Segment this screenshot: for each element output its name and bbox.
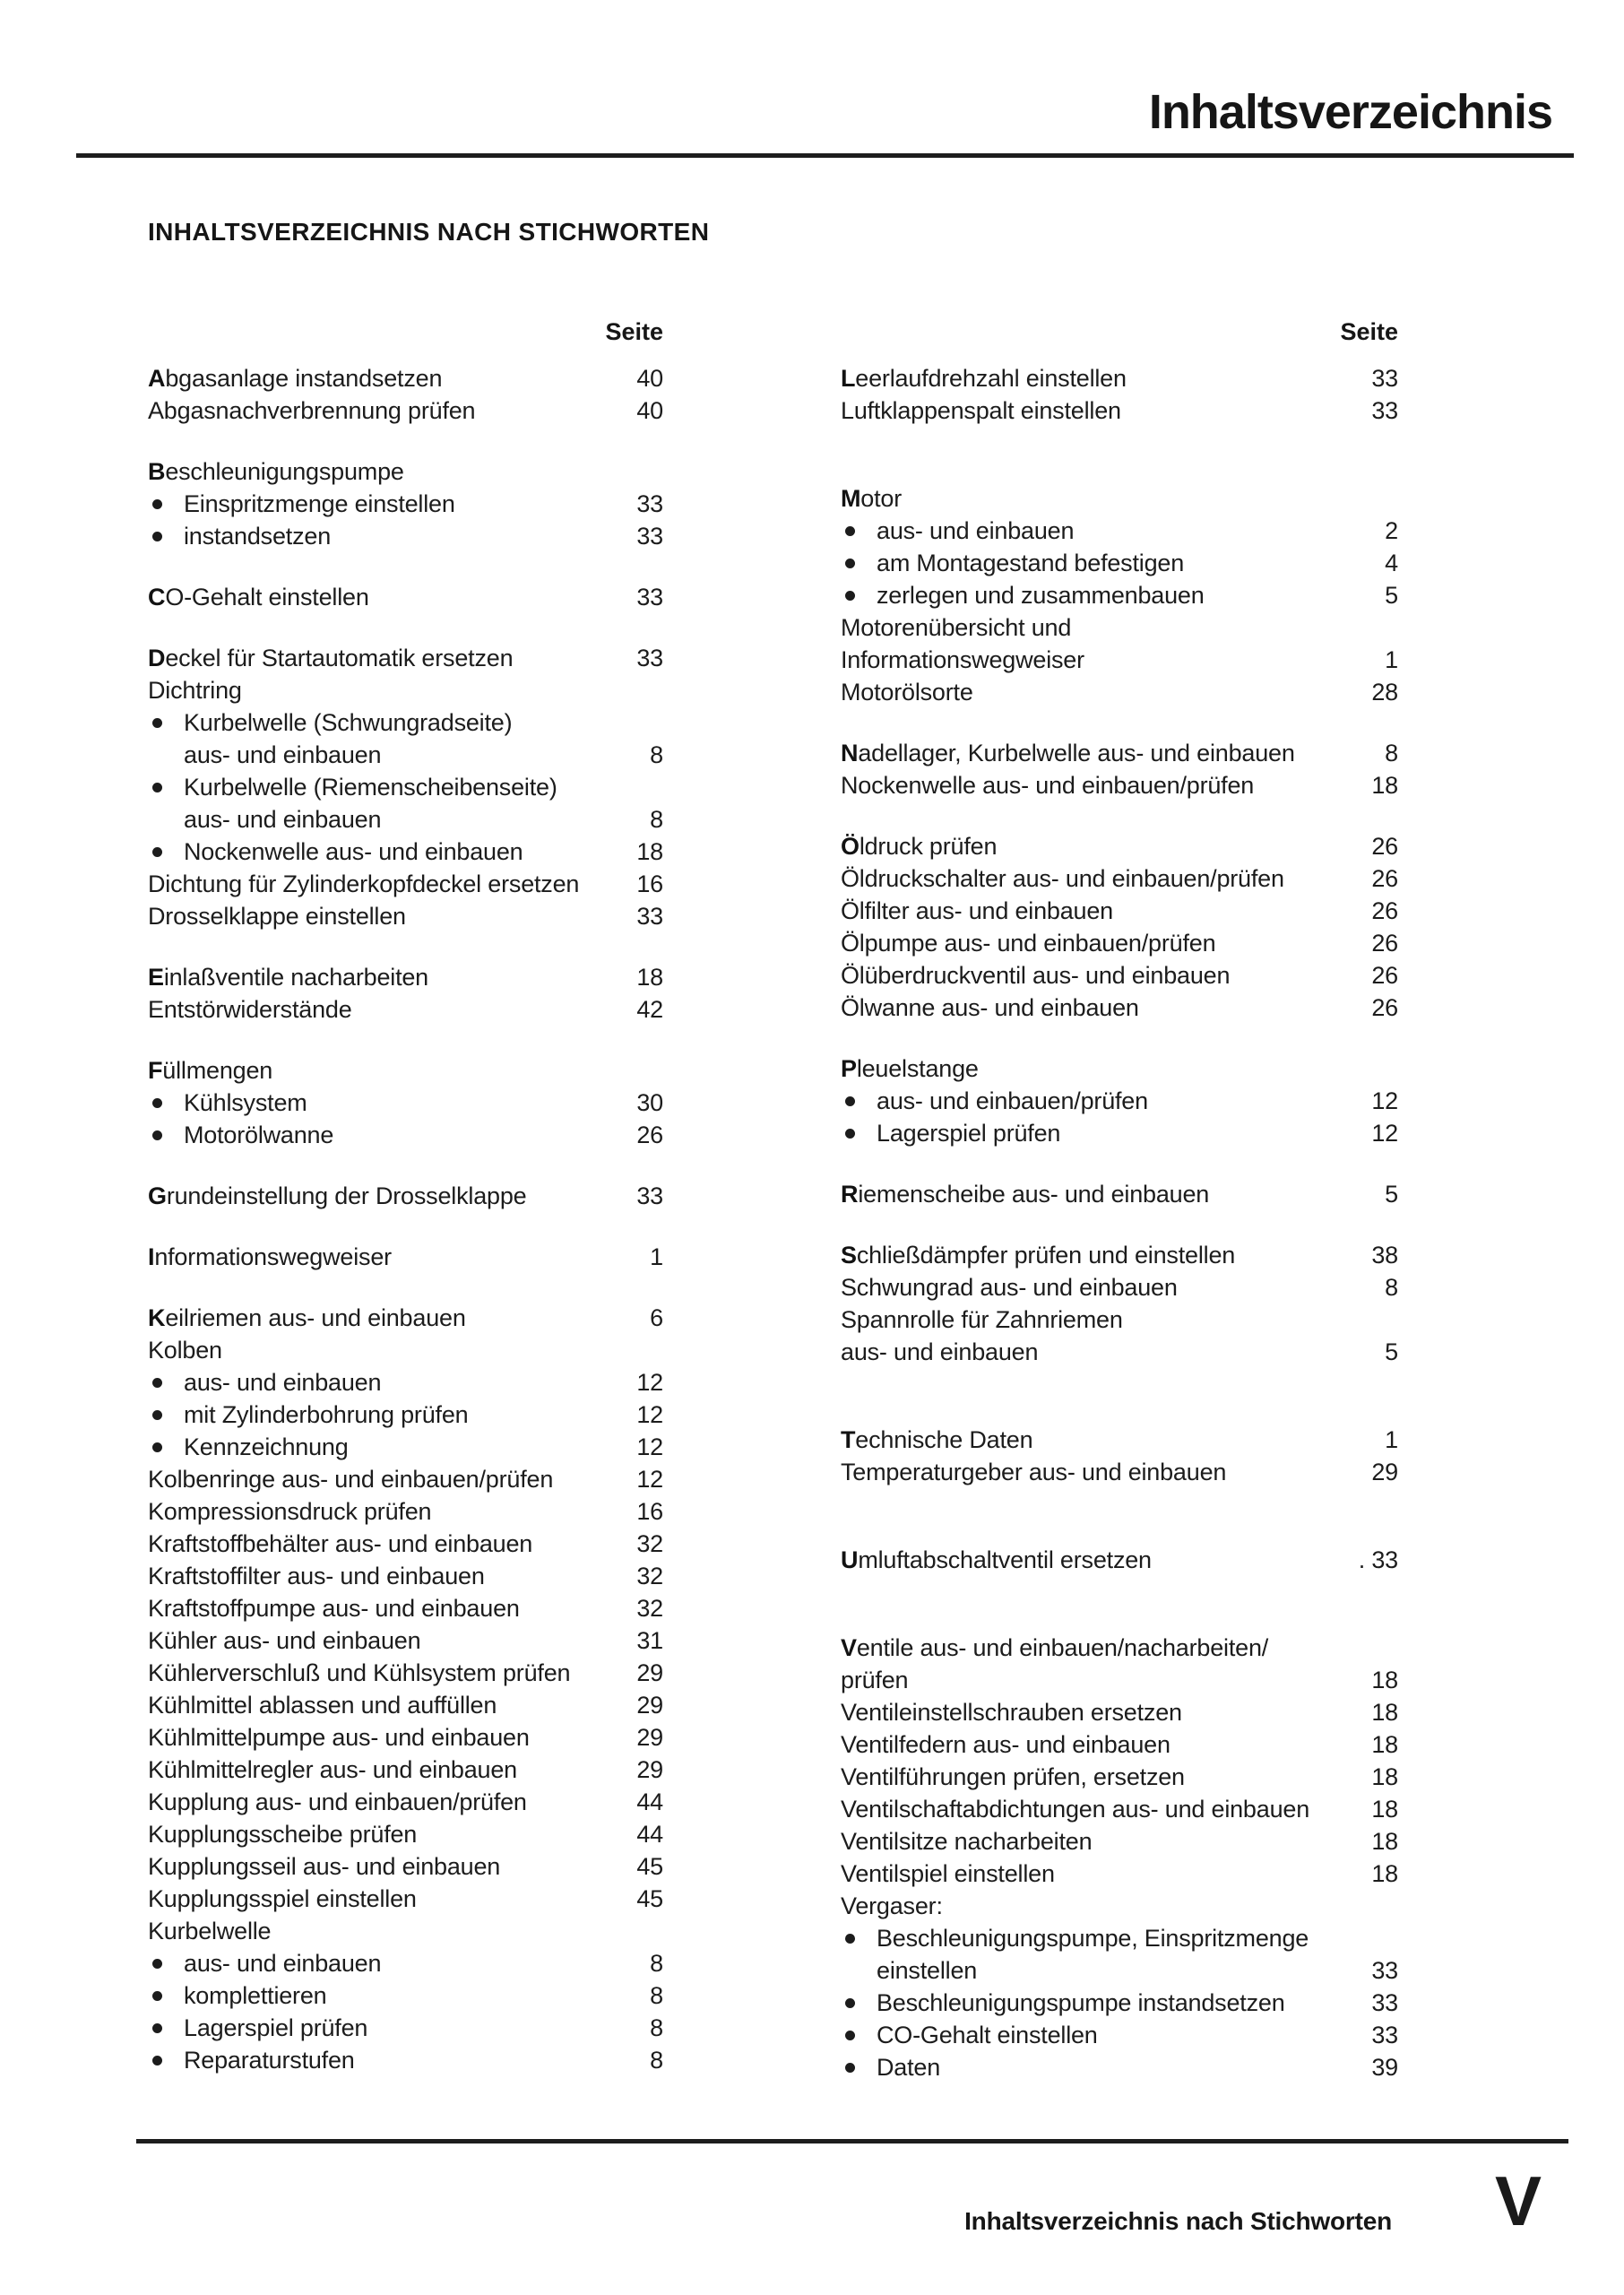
toc-row bbox=[841, 1544, 1398, 1576]
toc-row bbox=[841, 515, 1398, 547]
toc-entry-label: Nockenwelle aus- und einbauen bbox=[148, 836, 600, 868]
toc-row bbox=[148, 1054, 663, 1087]
toc-entry-label: Entstörwiderstände bbox=[148, 996, 352, 1023]
toc-row bbox=[148, 706, 663, 739]
toc-row bbox=[841, 2051, 1398, 2083]
toc-entry-label: Kupplungsseil aus- und einbauen bbox=[148, 1853, 501, 1880]
toc-page-number: 12 bbox=[636, 1466, 663, 1493]
toc-row bbox=[148, 1334, 663, 1366]
toc-entry-label: komplettieren bbox=[148, 1979, 600, 2012]
toc-row bbox=[148, 1087, 663, 1119]
toc-row bbox=[148, 2012, 663, 2044]
toc-row bbox=[841, 927, 1398, 959]
toc-page-number: 8 bbox=[650, 806, 663, 833]
toc-entry-label: Lagerspiel prüfen bbox=[841, 1117, 1335, 1149]
toc-entry-label: Einlaßventile nacharbeiten bbox=[148, 964, 429, 991]
toc-row bbox=[841, 1922, 1398, 1954]
toc-entry-label: Leerlaufdrehzahl einstellen bbox=[841, 365, 1127, 392]
toc-page-number: 45 bbox=[636, 1885, 663, 1912]
toc-page-number: 33 bbox=[636, 1182, 663, 1209]
toc-page-number: 33 bbox=[636, 645, 663, 671]
toc-entry-label: Kupplungsscheibe prüfen bbox=[148, 1821, 418, 1848]
toc-entry-label: Drosselklappe einstellen bbox=[148, 903, 406, 930]
toc-row bbox=[841, 1987, 1398, 2019]
toc-row bbox=[148, 1947, 663, 1979]
toc-row bbox=[841, 394, 1398, 427]
toc-entry-label: Ventilführungen prüfen, ersetzen bbox=[841, 1763, 1185, 1790]
toc-entry-label: instandsetzen bbox=[148, 520, 600, 552]
toc-entry-label: am Montagestand befestigen bbox=[841, 547, 1335, 579]
toc-page-number: 33 bbox=[1371, 2022, 1398, 2048]
toc-row bbox=[148, 1366, 663, 1399]
toc-page-number: 8 bbox=[1385, 740, 1398, 766]
toc-row bbox=[148, 1592, 663, 1624]
toc-row bbox=[148, 993, 663, 1026]
toc-row bbox=[841, 1117, 1398, 1149]
toc-row bbox=[148, 1495, 663, 1528]
toc-entry-label: Spannrolle für Zahnriemen bbox=[841, 1306, 1123, 1333]
toc-page-number: 33 bbox=[636, 584, 663, 611]
page-tab-letter: V bbox=[1495, 2161, 1542, 2240]
toc-row bbox=[841, 547, 1398, 579]
toc-entry-label: Ölfilter aus- und einbauen bbox=[841, 897, 1113, 924]
toc-row bbox=[841, 1728, 1398, 1761]
toc-page-number: 33 bbox=[1371, 1989, 1398, 2016]
toc-entry-label: Kühlmittel ablassen und auffüllen bbox=[148, 1692, 497, 1719]
toc-row bbox=[148, 488, 663, 520]
toc-row bbox=[148, 642, 663, 674]
toc-items-left bbox=[148, 362, 663, 2076]
toc-entry-label: Grundeinstellung der Drosselklappe bbox=[148, 1182, 527, 1209]
toc-entry-label: Kupplungsspiel einstellen bbox=[148, 1885, 417, 1912]
toc-page-number: 12 bbox=[636, 1433, 663, 1460]
toc-entry-label: Motorölwanne bbox=[148, 1119, 600, 1151]
toc-entry-label: aus- und einbauen bbox=[148, 1366, 600, 1399]
toc-entry-label: Vergaser: bbox=[841, 1892, 943, 1919]
toc-entry-label: Ventileinstellschrauben ersetzen bbox=[841, 1699, 1182, 1726]
toc-entry-label: Pleuelstange bbox=[841, 1055, 979, 1082]
toc-column-left bbox=[148, 316, 663, 2076]
toc-entry-label: Beschleunigungspumpe bbox=[148, 458, 404, 485]
toc-page-number: 18 bbox=[1371, 1796, 1398, 1823]
toc-page-number: 18 bbox=[1371, 1828, 1398, 1855]
toc-entry-label: CO-Gehalt einstellen bbox=[148, 584, 369, 611]
toc-row bbox=[148, 1624, 663, 1657]
toc-row bbox=[148, 868, 663, 900]
toc-row bbox=[148, 1979, 663, 2012]
toc-page-number: 12 bbox=[636, 1369, 663, 1396]
toc-page-number: 38 bbox=[1371, 1242, 1398, 1269]
toc-row bbox=[841, 862, 1398, 895]
toc-row bbox=[148, 394, 663, 427]
toc-row bbox=[841, 830, 1398, 862]
toc-page-number: 33 bbox=[636, 523, 663, 550]
toc-entry-label: Öldruckschalter aus- und einbauen/prüfen bbox=[841, 865, 1284, 892]
toc-entry-label: Schließdämpfer prüfen und einstellen bbox=[841, 1242, 1236, 1269]
toc-entry-label: mit Zylinderbohrung prüfen bbox=[148, 1399, 600, 1431]
toc-entry-label: Riemenscheibe aus- und einbauen bbox=[841, 1181, 1210, 1208]
toc-row bbox=[148, 1850, 663, 1883]
toc-page-number: 18 bbox=[636, 964, 663, 991]
toc-page-number: 45 bbox=[636, 1853, 663, 1880]
toc-entry-label: Ventilfedern aus- und einbauen bbox=[841, 1731, 1170, 1758]
toc-entry-label: Daten bbox=[841, 2051, 1335, 2083]
toc-row bbox=[148, 836, 663, 868]
toc-page-number: 29 bbox=[636, 1692, 663, 1719]
toc-entry-label: Ventile aus- und einbauen/nacharbeiten/ bbox=[841, 1634, 1269, 1661]
toc-row bbox=[841, 895, 1398, 927]
toc-row bbox=[148, 1657, 663, 1689]
toc-page-number: 26 bbox=[1371, 833, 1398, 860]
toc-row bbox=[148, 1302, 663, 1334]
toc-entry-label: Informationswegweiser bbox=[841, 646, 1084, 673]
toc-entry-label: Öldruck prüfen bbox=[841, 833, 998, 860]
toc-entry-label: Kühlmittelpumpe aus- und einbauen bbox=[148, 1724, 530, 1751]
toc-page-number: 32 bbox=[636, 1595, 663, 1622]
toc-entry-label: Umluftabschaltventil ersetzen bbox=[841, 1546, 1152, 1573]
toc-entry-label: Kurbelwelle bbox=[148, 1918, 272, 1944]
toc-page-number: 18 bbox=[1371, 772, 1398, 799]
toc-entry-label: Dichtring bbox=[148, 677, 242, 704]
toc-row bbox=[148, 900, 663, 932]
toc-page-number: 29 bbox=[636, 1724, 663, 1751]
toc-entry-label: einstellen bbox=[877, 1957, 978, 1984]
toc-row bbox=[841, 1632, 1398, 1664]
toc-entry-label: Kennzeichnung bbox=[148, 1431, 600, 1463]
toc-page-number: 40 bbox=[636, 365, 663, 392]
toc-row bbox=[841, 1052, 1398, 1085]
toc-row bbox=[148, 1754, 663, 1786]
toc-row bbox=[841, 1239, 1398, 1271]
toc-row bbox=[841, 1664, 1398, 1696]
toc-page-number: 16 bbox=[636, 870, 663, 897]
toc-page-number: 33 bbox=[1371, 1957, 1398, 1984]
toc-entry-label: Ventilspiel einstellen bbox=[841, 1860, 1055, 1887]
toc-entry-label: Temperaturgeber aus- und einbauen bbox=[841, 1459, 1227, 1485]
toc-page-number: 33 bbox=[1371, 397, 1398, 424]
toc-entry-label: Nadellager, Kurbelwelle aus- und einbauen bbox=[841, 740, 1295, 766]
toc-page-number: 26 bbox=[1371, 994, 1398, 1021]
toc-row bbox=[148, 674, 663, 706]
toc-row bbox=[148, 1463, 663, 1495]
toc-row bbox=[148, 1721, 663, 1754]
toc-page-number: 29 bbox=[636, 1756, 663, 1783]
toc-entry-label: Kolbenringe aus- und einbauen/prüfen bbox=[148, 1466, 554, 1493]
toc-page-number: 26 bbox=[1371, 930, 1398, 957]
toc-entry-label: aus- und einbauen bbox=[841, 515, 1335, 547]
toc-entry-label: Ventilschaftabdichtungen aus- und einbauen bbox=[841, 1796, 1310, 1823]
toc-entry-label: Kühlmittelregler aus- und einbauen bbox=[148, 1756, 517, 1783]
toc-row bbox=[148, 803, 663, 836]
toc-entry-label: Kühler aus- und einbauen bbox=[148, 1627, 421, 1654]
toc-entry-label: Nockenwelle aus- und einbauen/prüfen bbox=[841, 772, 1255, 799]
toc-row bbox=[841, 644, 1398, 676]
toc-entry-label: Ölwanne aus- und einbauen bbox=[841, 994, 1139, 1021]
toc-row bbox=[841, 1890, 1398, 1922]
toc-row bbox=[148, 961, 663, 993]
toc-row bbox=[841, 1696, 1398, 1728]
toc-row bbox=[148, 1241, 663, 1273]
toc-entry-label: Abgasnachverbrennung prüfen bbox=[148, 397, 476, 424]
toc-page-number: 18 bbox=[1371, 1667, 1398, 1693]
toc-page-number: 8 bbox=[650, 2014, 663, 2041]
toc-row bbox=[841, 611, 1398, 644]
toc-page-number: 44 bbox=[636, 1788, 663, 1815]
toc-page-number: 32 bbox=[636, 1563, 663, 1589]
toc-entry-label: Reparaturstufen bbox=[148, 2044, 600, 2076]
toc-page-number: 8 bbox=[650, 1982, 663, 2009]
toc-page-number: 33 bbox=[636, 490, 663, 517]
toc-page-number: 28 bbox=[1371, 679, 1398, 706]
toc-page-number: 12 bbox=[1371, 1087, 1398, 1114]
toc-entry-label: Informationswegweiser bbox=[148, 1243, 392, 1270]
toc-page-number: 44 bbox=[636, 1821, 663, 1848]
toc-entry-label: aus- und einbauen bbox=[184, 741, 382, 768]
toc-row bbox=[841, 1303, 1398, 1336]
toc-entry-label: CO-Gehalt einstellen bbox=[841, 2019, 1335, 2051]
toc-page-number: 8 bbox=[650, 1950, 663, 1977]
toc-page-number: 26 bbox=[1371, 962, 1398, 989]
toc-row bbox=[841, 1271, 1398, 1303]
toc-page-number: 5 bbox=[1385, 1181, 1398, 1208]
toc-entry-label: Schwungrad aus- und einbauen bbox=[841, 1274, 1178, 1301]
toc-row bbox=[148, 581, 663, 613]
toc-page-number: 6 bbox=[650, 1304, 663, 1331]
toc-row bbox=[841, 1456, 1398, 1488]
toc-row bbox=[841, 1954, 1398, 1987]
toc-entry-label: Ölüberdruckventil aus- und einbauen bbox=[841, 962, 1231, 989]
bottom-rule bbox=[136, 2139, 1568, 2143]
toc-entry-label: Kraftstoffilter aus- und einbauen bbox=[148, 1563, 485, 1589]
toc-page-number: 2 bbox=[1385, 517, 1398, 544]
top-rule bbox=[76, 153, 1574, 158]
toc-column-right bbox=[841, 316, 1398, 2083]
toc-entry-label: Kompressionsdruck prüfen bbox=[148, 1498, 432, 1525]
toc-row bbox=[841, 362, 1398, 394]
toc-entry-label: Kühlsystem bbox=[148, 1087, 600, 1119]
toc-row bbox=[148, 362, 663, 394]
toc-page-number: 8 bbox=[650, 741, 663, 768]
toc-entry-label: Einspritzmenge einstellen bbox=[148, 488, 600, 520]
toc-row bbox=[841, 959, 1398, 992]
toc-page-number: 16 bbox=[636, 1498, 663, 1525]
toc-entry-label: Kraftstoffbehälter aus- und einbauen bbox=[148, 1530, 533, 1557]
toc-entry-label: Technische Daten bbox=[841, 1426, 1033, 1453]
toc-row bbox=[841, 482, 1398, 515]
toc-row bbox=[841, 676, 1398, 708]
toc-row bbox=[148, 1399, 663, 1431]
toc-entry-label: Lagerspiel prüfen bbox=[148, 2012, 600, 2044]
toc-page-number: 5 bbox=[1385, 1338, 1398, 1365]
toc-entry-label: Kurbelwelle (Riemenscheibenseite) bbox=[148, 771, 600, 803]
toc-entry-label: Abgasanlage instandsetzen bbox=[148, 365, 443, 392]
toc-row bbox=[148, 1119, 663, 1151]
toc-page-number: 5 bbox=[1385, 582, 1398, 609]
toc-entry-label: Beschleunigungspumpe, Einspritzmenge bbox=[841, 1922, 1335, 1954]
toc-row bbox=[841, 1085, 1398, 1117]
toc-page-number: 33 bbox=[636, 903, 663, 930]
toc-row bbox=[148, 1180, 663, 1212]
toc-page-number: 18 bbox=[1371, 1763, 1398, 1790]
toc-items-right bbox=[841, 362, 1398, 2083]
toc-row bbox=[841, 2019, 1398, 2051]
toc-page-number: 29 bbox=[636, 1659, 663, 1686]
toc-page-number: 1 bbox=[650, 1243, 663, 1270]
toc-page-number: 31 bbox=[636, 1627, 663, 1654]
toc-page-number: 18 bbox=[1371, 1699, 1398, 1726]
toc-row bbox=[148, 1689, 663, 1721]
toc-row bbox=[148, 1431, 663, 1463]
toc-page-number: 18 bbox=[1371, 1860, 1398, 1887]
toc-row bbox=[148, 739, 663, 771]
toc-entry-label: aus- und einbauen bbox=[841, 1338, 1039, 1365]
toc-row bbox=[841, 1825, 1398, 1858]
toc-entry-label: aus- und einbauen bbox=[148, 1947, 600, 1979]
toc-page-number: 8 bbox=[650, 2047, 663, 2074]
toc-entry-label: Deckel für Startautomatik ersetzen bbox=[148, 645, 514, 671]
toc-row bbox=[148, 771, 663, 803]
toc-page-number: 42 bbox=[636, 996, 663, 1023]
toc-entry-label: prüfen bbox=[841, 1667, 909, 1693]
toc-page-number: 1 bbox=[1385, 646, 1398, 673]
toc-page-number: 12 bbox=[1371, 1120, 1398, 1147]
toc-entry-label: Luftklappenspalt einstellen bbox=[841, 397, 1121, 424]
toc-page-number: 8 bbox=[1385, 1274, 1398, 1301]
toc-row bbox=[148, 1528, 663, 1560]
toc-entry-label: Motorenübersicht und bbox=[841, 614, 1072, 641]
toc-row bbox=[148, 2044, 663, 2076]
toc-page-number: 12 bbox=[636, 1401, 663, 1428]
toc-page-number: 1 bbox=[1385, 1426, 1398, 1453]
page-title: Inhaltsverzeichnis bbox=[1148, 85, 1552, 139]
toc-page-number: 32 bbox=[636, 1530, 663, 1557]
toc-entry-label: Motorölsorte bbox=[841, 679, 973, 706]
toc-entry-label: Dichtung für Zylinderkopfdeckel ersetzen bbox=[148, 870, 580, 897]
toc-page-number: 39 bbox=[1371, 2054, 1398, 2081]
toc-row bbox=[841, 1178, 1398, 1210]
seite-header-right: Seite bbox=[1340, 318, 1398, 345]
toc-entry-label: Beschleunigungspumpe instandsetzen bbox=[841, 1987, 1335, 2019]
toc-row bbox=[841, 1858, 1398, 1890]
toc-page-number: 33 bbox=[1371, 365, 1398, 392]
toc-row bbox=[148, 1560, 663, 1592]
toc-entry-label: aus- und einbauen bbox=[184, 806, 382, 833]
toc-entry-label: Kolben bbox=[148, 1337, 222, 1364]
toc-page-number: 18 bbox=[1371, 1731, 1398, 1758]
toc-page-number: 30 bbox=[636, 1089, 663, 1116]
toc-row bbox=[841, 992, 1398, 1024]
toc-page-number: 26 bbox=[1371, 865, 1398, 892]
toc-page-number: 4 bbox=[1385, 550, 1398, 576]
toc-entry-label: aus- und einbauen/prüfen bbox=[841, 1085, 1335, 1117]
toc-page-number: 29 bbox=[1371, 1459, 1398, 1485]
toc-row bbox=[841, 1336, 1398, 1368]
toc-row bbox=[148, 1818, 663, 1850]
toc-page-number: 26 bbox=[636, 1122, 663, 1148]
toc-entry-label: Füllmengen bbox=[148, 1057, 273, 1084]
toc-row bbox=[841, 1761, 1398, 1793]
toc-entry-label: Kühlerverschluß und Kühlsystem prüfen bbox=[148, 1659, 571, 1686]
toc-row bbox=[841, 1793, 1398, 1825]
toc-row bbox=[841, 1424, 1398, 1456]
seite-header-left: Seite bbox=[605, 318, 663, 345]
toc-row bbox=[148, 1883, 663, 1915]
section-heading: INHALTSVERZEICHNIS NACH STICHWORTEN bbox=[148, 218, 710, 246]
toc-entry-label: Kupplung aus- und einbauen/prüfen bbox=[148, 1788, 527, 1815]
toc-page-number: 26 bbox=[1371, 897, 1398, 924]
toc-row bbox=[148, 1786, 663, 1818]
toc-page-number: 40 bbox=[636, 397, 663, 424]
toc-row bbox=[148, 455, 663, 488]
toc-row bbox=[148, 520, 663, 552]
toc-entry-label: Keilriemen aus- und einbauen bbox=[148, 1304, 466, 1331]
toc-page-number: . 33 bbox=[1358, 1546, 1398, 1573]
toc-entry-label: zerlegen und zusammenbauen bbox=[841, 579, 1335, 611]
toc-entry-label: Ölpumpe aus- und einbauen/prüfen bbox=[841, 930, 1216, 957]
toc-row bbox=[841, 737, 1398, 769]
toc-row bbox=[148, 1915, 663, 1947]
toc-entry-label: Kraftstoffpumpe aus- und einbauen bbox=[148, 1595, 520, 1622]
toc-entry-label: Ventilsitze nacharbeiten bbox=[841, 1828, 1093, 1855]
toc-row bbox=[841, 579, 1398, 611]
footer-label: Inhaltsverzeichnis nach Stichworten bbox=[964, 2207, 1392, 2235]
toc-row bbox=[841, 769, 1398, 801]
toc-entry-label: Kurbelwelle (Schwungradseite) bbox=[148, 706, 600, 739]
toc-entry-label: Motor bbox=[841, 485, 903, 512]
toc-page-number: 18 bbox=[636, 838, 663, 865]
